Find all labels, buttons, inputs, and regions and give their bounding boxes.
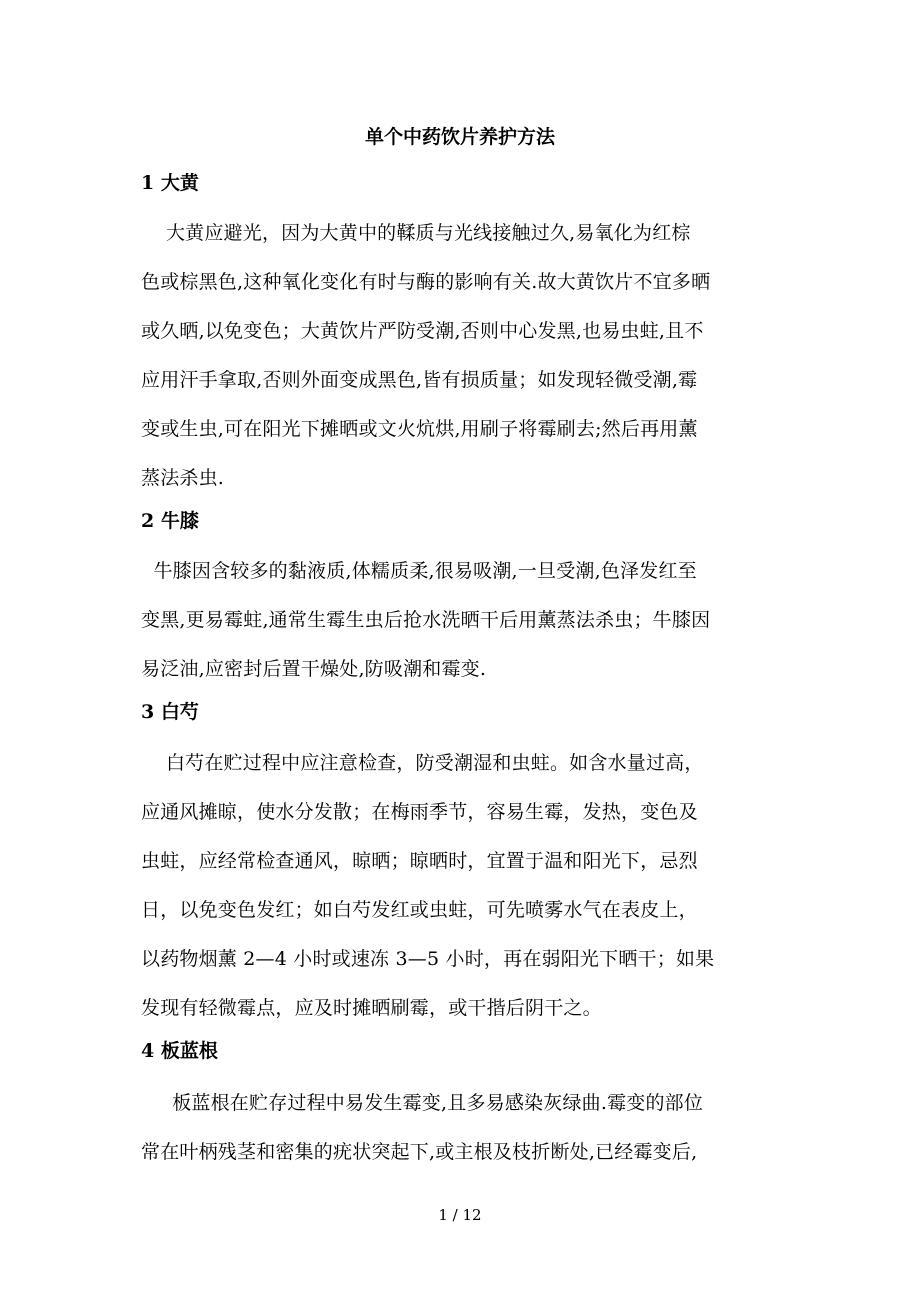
section-heading: 2 牛膝 [141, 510, 199, 532]
section-heading: 3 白芍 [141, 701, 199, 723]
section-heading: 1 大黄 [141, 172, 199, 194]
paragraph-line: 变或生虫,可在阳光下摊晒或文火炕烘,用刷子将霉刷去;然后再用薰 [141, 418, 698, 440]
paragraph-line: 常在叶柄残茎和密集的疣状突起下,或主根及枝折断处,已经霉变后, [141, 1141, 698, 1163]
paragraph-line: 变黑,更易霉蛀,通常生霉生虫后抢水洗晒干后用薰蒸法杀虫；牛膝因 [141, 609, 711, 631]
page-number: 1 / 12 [438, 1206, 482, 1224]
paragraph-line: 板蓝根在贮存过程中易发生霉变,且多易感染灰绿曲.霉变的部位 [141, 1092, 704, 1114]
paragraph-line: 或久晒,以免变色；大黄饮片严防受潮,否则中心发黑,也易虫蛀,且不 [141, 320, 704, 342]
paragraph-line: 以药物烟薰 2—4 小时或速冻 3—5 小时，再在弱阳光下晒干；如果 [141, 948, 715, 970]
paragraph-line: 发现有轻微霉点，应及时摊晒刷霉，或干揩后阴干之。 [141, 997, 602, 1019]
section-paragraph [141, 739, 781, 1033]
section-paragraph [141, 209, 781, 503]
paragraph-line: 白芍在贮过程中应注意检查，防受潮湿和虫蛀。如含水量过高， [141, 752, 704, 774]
paragraph-line: 应通风摊晾，使水分发散；在梅雨季节，容易生霉，发热，变色及 [141, 801, 698, 823]
paragraph-line: 色或棕黑色,这种氧化变化有时与酶的影响有关.故大黄饮片不宜多晒 [141, 271, 711, 293]
paragraph-line: 虫蛀，应经常检查通风，晾晒；晾晒时，宜置于温和阳光下，忌烈 [141, 850, 698, 872]
section-paragraph [141, 547, 781, 694]
paragraph-line: 大黄应避光，因为大黄中的鞣质与光线接触过久,易氧化为红棕 [141, 222, 691, 244]
paragraph-line: 牛膝因含较多的黏液质,体糯质柔,很易吸潮,一旦受潮,色泽发红至 [141, 560, 697, 582]
paragraph-line: 易泛油,应密封后置干燥处,防吸潮和霉变. [141, 658, 487, 680]
page-title: 单个中药饮片养护方法 [364, 126, 555, 148]
paragraph-line: 应用汗手拿取,否则外面变成黑色,皆有损质量；如发现轻微受潮,霉 [141, 369, 698, 391]
paragraph-line: 日，以免变色发红；如白芍发红或虫蛀，可先喷雾水气在表皮上， [141, 899, 698, 921]
section-paragraph [141, 1079, 781, 1177]
section-heading: 4 板蓝根 [141, 1040, 218, 1062]
paragraph-line: 蒸法杀虫. [141, 467, 225, 489]
